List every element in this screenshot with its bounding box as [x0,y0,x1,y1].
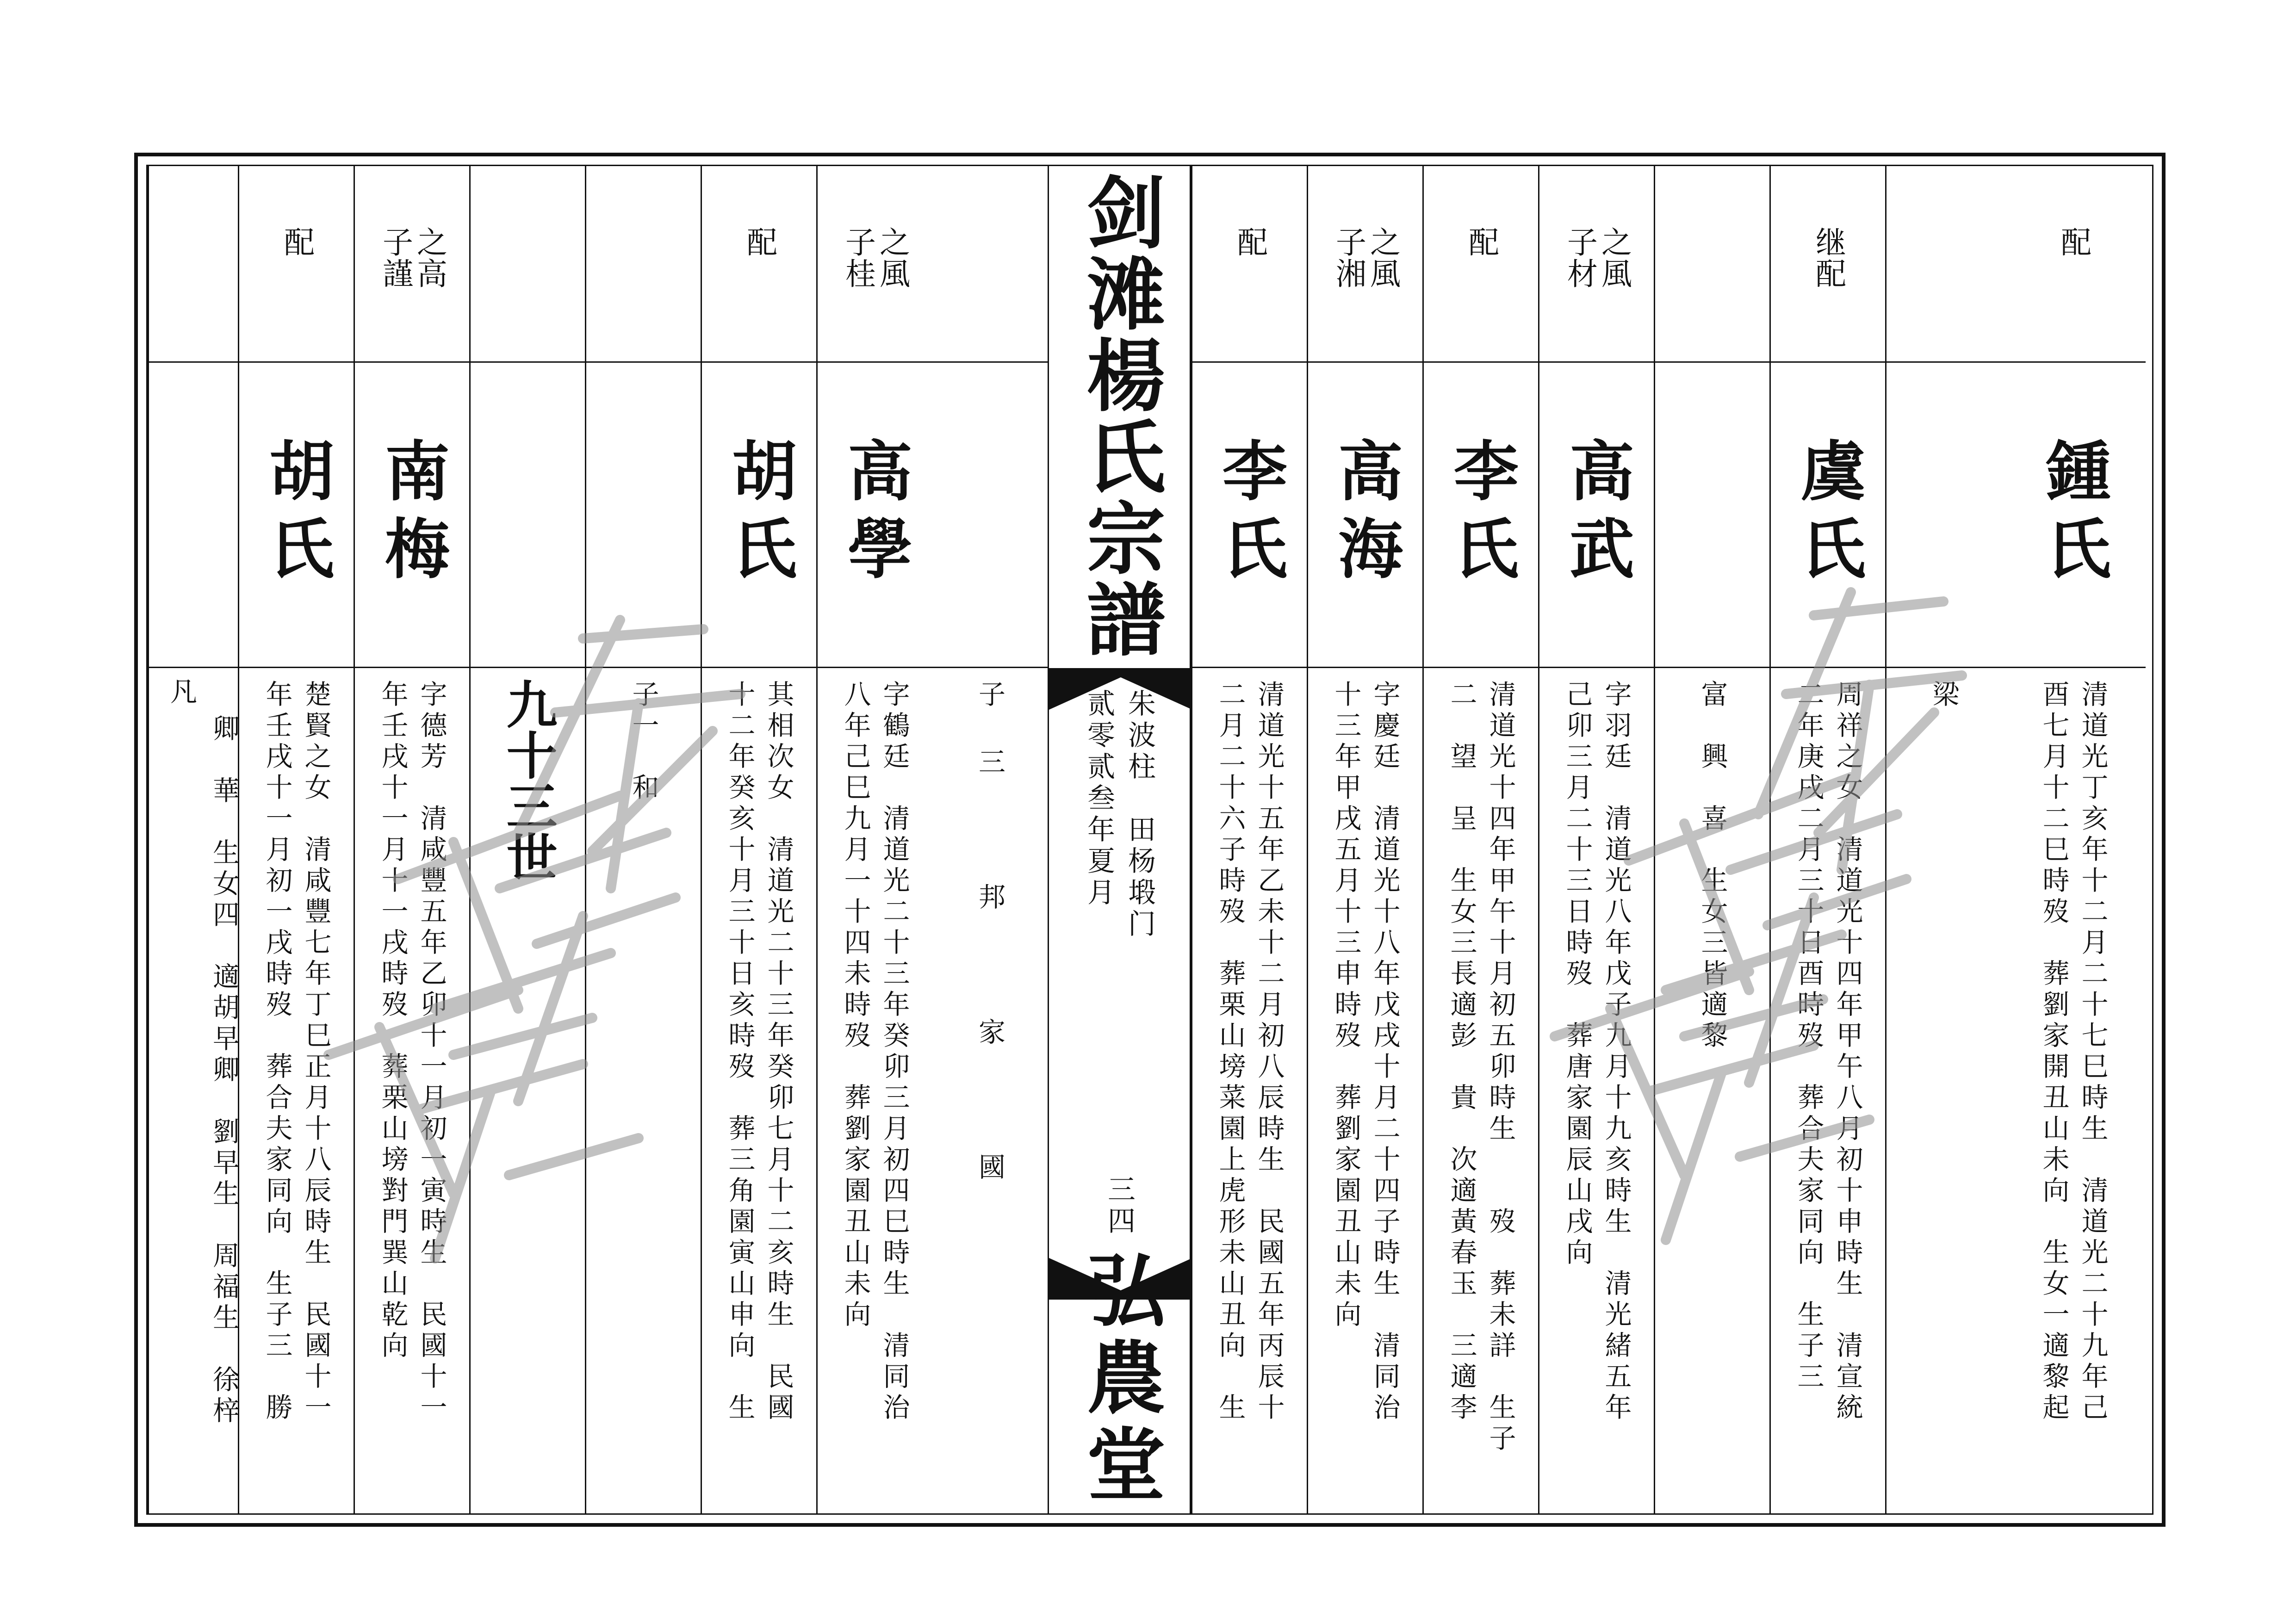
person-name [1655,363,1769,668]
column-label [586,166,701,363]
biography-text: 字鶴廷 清道光二十三年癸卯三月初四巳時生 清同治 八年己巳九月一十四未時歿 葬劉家園丑山未向 [839,680,910,1424]
biography-text: 富 興 喜 生女三皆適黎 [1696,680,1728,1052]
column-r1 [2001,166,2146,1513]
biography-text: 周祥之女 清道光十四年甲午八月初十申時生 清宣統 二年庚戌二月三十日酉時歿 葬合夫家同向 生子三 [1793,680,1863,1424]
label-line: 之風 [1596,226,1632,289]
biography-text: 字德芳 清咸豐五年乙卯十一月初一寅時生 民國十一 年壬戌十一月十一戌時歿 葬栗山塝對門巽山乾向 [377,680,447,1424]
sheet-inner-frame [146,165,2153,1515]
biography-text: 子一 和 [627,680,659,804]
column-label [471,166,585,363]
person-name: 高學 [818,363,932,668]
person-name: 高武 [1539,363,1654,668]
column-l1 [932,166,1048,1513]
person-name: 胡氏 [239,363,354,668]
person-name: 虞氏 [1771,363,1885,668]
biography-text: 清道光丁亥年十二月二十七巳時生 清道光二十九年己 酉七月十二巳時歿 葬劉家開丑山未向 生女一適黎起 [2038,680,2109,1424]
column-label: 配 [702,166,816,363]
biography-text: 清道光十五年乙未十二月初八辰時生 民國五年丙辰十 二月二十六子時歿 葬栗山塝菜園上虎形未山丑向 生 [1214,680,1285,1424]
person-name: 胡氏 [702,363,816,668]
column-label: 配 [239,166,354,363]
column-label [932,166,1048,363]
column-l2 [816,166,932,1513]
label-line: 之高 [411,226,447,289]
person-name [586,363,701,668]
column-r6 [1422,166,1538,1513]
label-line: 之風 [1365,226,1401,289]
label-line: 子材 [1562,226,1598,289]
column-r4 [1654,166,1769,1513]
column-l3 [701,166,816,1513]
column-label [818,166,932,363]
column-label [355,166,469,363]
column-label: 配 [1192,166,1307,363]
biography-text: 其相次女 清道光二十三年癸卯七月十二亥時生 民國 十二年癸亥十月三十日亥時歿 葬三角園寅山申向 生 [724,680,794,1424]
biography-text: 卿 華 生女四 適胡早卿 劉早生 周福生 徐梓 [208,714,240,1427]
publication-info: 朱波柱 田杨塅门 贰零贰叁年夏月 [1083,689,1156,941]
label-line: 子湘 [1330,226,1366,289]
book-title: 剑滩楊氏宗譜 [1073,172,1166,660]
label-line: 子謹 [377,226,413,289]
column-label [1655,166,1769,363]
person-name [932,363,1048,668]
column-label: 继配 [1771,166,1885,363]
person-name [1886,363,2001,668]
column-l8 [148,166,238,1513]
person-name [149,363,238,668]
column-label [1539,166,1654,363]
biography-text: 字羽廷 清道光八年戊子九月十九亥時生 清光緒五年 己卯三月二十三日時歿 葬唐家園辰山戌向 [1561,680,1632,1424]
column-label: 配 [1424,166,1538,363]
column-r5 [1538,166,1654,1513]
person-name: 南梅 [355,363,469,668]
column-r2 [1885,166,2001,1513]
biography-text: 字慶廷 清道光十八年戊戌十月二十四子時生 清同治 十三年甲戌五月十三申時歿 葬劉家園丑山未向 [1330,680,1401,1424]
column-l5 [469,166,585,1513]
biography-text: 清道光十四年甲午十月初五卯時生 歿 葬未詳 生子 二 望 呈 生女三長適彭 貴 次適黃春玉 三適李 [1446,680,1516,1455]
center-spine [1048,166,1191,1513]
column-label [149,166,238,363]
column-r8 [1191,166,1307,1513]
column-label [1886,166,2001,363]
column-r7 [1307,166,1422,1513]
leading-char: 凡 [166,677,197,704]
person-name: 李氏 [1424,363,1538,668]
biography-text: 梁 [1928,680,1960,711]
column-l4 [585,166,701,1513]
person-name: 李氏 [1192,363,1307,668]
label-line: 子桂 [840,226,876,289]
biography-text: 楚賢之女 清咸豐七年丁巳正月十八辰時生 民國十一 年壬戌十一月初一戌時歿 葬合夫家同向 生子三 勝 [261,680,332,1424]
column-label: 配 [2001,166,2146,363]
biography-text: 子三 邦 家 國 [974,680,1005,1220]
page-number: 三四 [1103,1175,1136,1238]
column-label [1308,166,1422,363]
person-name: 鍾氏 [2001,363,2146,668]
label-line: 之風 [874,226,910,289]
person-name: 高海 [1308,363,1422,668]
column-l6 [354,166,469,1513]
column-r3 [1769,166,1885,1513]
person-name [471,363,585,668]
hall-name: 弘農堂 [1073,1250,1166,1511]
generation-marker: 九十三世 [498,678,558,882]
genealogy-sheet [134,153,2166,1527]
column-l7 [238,166,354,1513]
